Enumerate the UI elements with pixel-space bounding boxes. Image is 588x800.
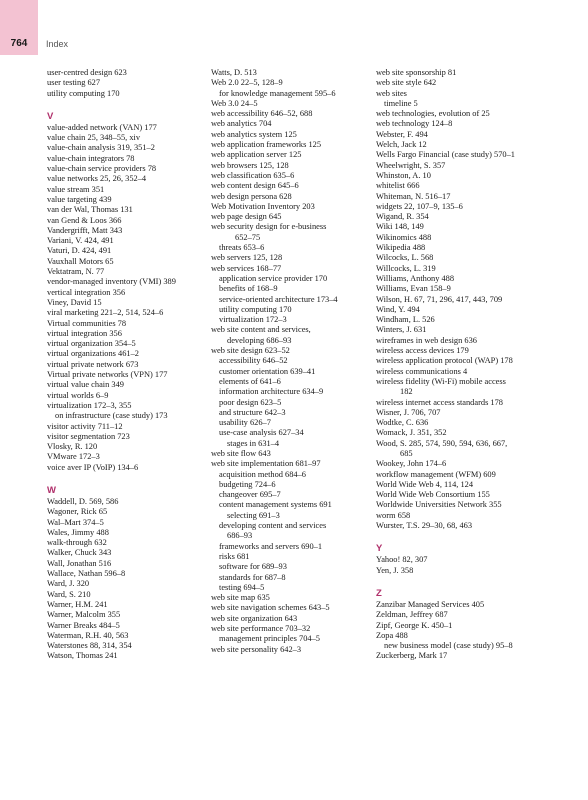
index-entry: virtual organizations 461–2 [47,349,139,359]
index-entry: Waterman, R.H. 40, 563 [47,630,129,640]
index-entry: user testing 627 [47,78,101,88]
index-entry: walk-through 632 [47,538,107,548]
index-entry: wireless communications 4 [376,366,468,376]
section-spacer [47,99,201,111]
index-entry: virtualization 172–3, 355 [47,400,132,410]
index-entry: Wind, Y. 494 [376,304,420,314]
index-entry: Wurster, T.S. 29–30, 68, 463 [376,521,473,531]
index-entry: Web 3.0 24–5 [211,98,258,108]
index-entry: visitor segmentation 723 [47,431,130,441]
index-entry: wireframes in web design 636 [376,335,477,345]
index-entry: value chain 25, 348–55, xiv [47,133,141,143]
index-entry: Watts, D. 513 [211,68,257,77]
index-entry: web site organization 643 [211,613,298,623]
index-entry: viral marketing 221–2, 514, 524–6 [47,308,164,318]
index-entry: web sites [376,88,407,98]
index-subentry: utility computing 170 [219,304,292,314]
index-column-2 [211,68,369,655]
index-entry: Zeldman, Jeffrey 687 [376,610,448,620]
index-entry: Wal–Mart 374–5 [47,517,104,527]
index-subentry: benefits of 168–9 [219,284,278,294]
index-subentry: 685 [400,448,413,458]
index-entry: Vlosky, R. 120 [47,442,98,452]
index-entry: VMware 172–3 [47,452,100,462]
index-entry: Williams, Evan 158–9 [376,284,451,294]
index-entry: van Gend & Loos 366 [47,215,122,225]
index-subentry: developing 686–93 [227,335,292,345]
index-entry: web accessibility 646–52, 688 [211,109,313,119]
index-entry: Wikinomics 488 [376,232,432,242]
index-entry: web application server 125 [211,150,302,160]
index-entry: Viney, David 15 [47,297,102,307]
index-entry: Zuckerberg, Mark 17 [376,651,448,661]
index-entry: value stream 351 [47,184,105,194]
index-column-1 [47,68,201,662]
section-spacer [376,531,546,543]
index-subentry: 182 [400,387,413,397]
index-entry: Whinston, A. 10 [376,170,431,180]
index-letter-heading: Z [376,587,382,599]
index-entry: World Wide Web 4, 114, 124 [376,479,474,489]
index-entry: value-added network (VAN) 177 [47,122,157,132]
index-entry: Whiteman, N. 516–17 [376,191,451,201]
index-entry: Wallace, Nathan 596–8 [47,569,126,579]
index-entry: Zipf, George K. 450–1 [376,620,453,630]
index-entry: voice aver IP (VoIP) 134–6 [47,462,139,472]
index-entry: web content design 645–6 [211,181,299,191]
index-entry: value-chain integrators 78 [47,153,135,163]
index-entry: value-chain analysis 319, 351–2 [47,143,155,153]
index-subentry: customer orientation 639–41 [219,366,316,376]
index-subentry: standards for 687–8 [219,572,286,582]
index-entry: virtual integration 356 [47,328,122,338]
index-entry: web site personality 642–3 [211,644,302,654]
index-entry: web site navigation schemes 643–5 [211,603,330,613]
index-entry: web technologies, evolution of 25 [376,109,490,119]
section-spacer [376,576,546,588]
index-entry: Zanzibar Managed Services 405 [376,599,485,609]
index-entry: web site performance 703–32 [211,624,311,634]
index-entry: Wales, Jimmy 488 [47,527,109,537]
index-subentry: risks 681 [219,551,250,561]
index-subentry: on infrastructure (case study) 173 [55,411,168,421]
index-letter-heading: V [47,110,54,122]
index-entry: Yahoo! 82, 307 [376,555,428,565]
index-entry: Ward, J. 320 [47,579,90,589]
index-entry: Vektatram, N. 77 [47,267,105,277]
index-entry: Welch, Jack 12 [376,140,427,150]
index-entry: Variani, V. 424, 491 [47,236,114,246]
index-entry: Womack, J. 351, 352 [376,428,447,438]
index-entry: Web Motivation Inventory 203 [211,201,315,211]
index-entry: Zopa 488 [376,630,408,640]
page-number: 764 [10,38,28,49]
index-entry: Ward, S. 210 [47,589,91,599]
index-entry: web site design 623–52 [211,346,290,356]
index-subentry: service-oriented architecture 173–4 [219,294,338,304]
index-entry: web design persona 628 [211,191,292,201]
index-entry: Winters, J. 631 [376,325,427,335]
index-entry: virtual organization 354–5 [47,339,136,349]
index-entry: Warner, Malcolm 355 [47,610,121,620]
index-subentry: budgeting 724–6 [219,479,276,489]
index-entry: Williams, Anthony 488 [376,273,455,283]
index-subentry: usability 626–7 [219,418,271,428]
index-entry: value-chain service providers 78 [47,164,157,174]
index-entry: visitor activity 711–12 [47,421,123,431]
index-entry: web classification 635–6 [211,170,295,180]
index-entry: widgets 22, 107–9, 135–6 [376,201,463,211]
index-entry: Vaturi, D. 424, 491 [47,246,112,256]
index-subentry: new business model (case study) 95–8 [384,641,513,651]
index-entry: Willcocks, L. 319 [376,263,436,273]
index-entry: Watson, Thomas 241 [47,651,118,661]
index-entry: virtual value chain 349 [47,380,124,390]
index-subentry: stages in 631–4 [227,438,280,448]
index-subentry: 686–93 [227,531,253,541]
index-subentry: information architecture 634–9 [219,387,324,397]
section-spacer [47,473,201,485]
index-entry: user-centred design 623 [47,68,127,77]
index-entry: Wodtke, C. 636 [376,418,429,428]
index-subentry: for knowledge management 595–6 [219,88,336,98]
index-subentry: application service provider 170 [219,273,328,283]
index-entry: Wiki 148, 149 [376,222,424,232]
index-entry: Vandergrifft, Matt 343 [47,225,123,235]
index-entry: Virtual communities 78 [47,318,127,328]
index-entry: Web 2.0 22–5, 128–9 [211,78,283,88]
index-entry: wireless fidelity (Wi-Fi) mobile access [376,376,506,386]
index-entry: web site map 635 [211,593,270,603]
index-entry: workflow management (WFM) 609 [376,469,496,479]
index-subentry: changeover 695–7 [219,490,281,500]
index-entry: value targeting 439 [47,194,112,204]
index-entry: web technology 124–8 [376,119,453,129]
index-entry: web page design 645 [211,212,282,222]
index-subentry: elements of 641–6 [219,376,281,386]
index-entry: web browsers 125, 128 [211,160,289,170]
index-entry: wireless internet access standards 178 [376,397,503,407]
index-entry: Wilson, H. 67, 71, 296, 417, 443, 709 [376,294,503,304]
index-entry: Webster, F. 494 [376,129,428,139]
index-subentry: testing 694–5 [219,582,265,592]
index-entry: vendor-managed inventory (VMI) 389 [47,277,176,287]
index-entry: Wisner, J. 706, 707 [376,407,441,417]
index-subentry: and structure 642–3 [219,407,286,417]
index-subentry: selecting 691–3 [227,510,280,520]
index-entry: whitelist 666 [376,181,420,191]
index-entry: Warner Breaks 484–5 [47,620,120,630]
index-entry: virtual private network 673 [47,359,139,369]
index-entry: wireless application protocol (WAP) 178 [376,356,513,366]
index-letter-heading: Y [376,543,383,555]
index-subentry: threats 653–6 [219,243,265,253]
index-subentry: management principles 704–5 [219,634,320,644]
index-entry: Waddell, D. 569, 586 [47,496,119,506]
index-entry: web site sponsorship 81 [376,68,457,77]
index-entry: Vauxhall Motors 65 [47,256,114,266]
index-subentry: poor design 623–5 [219,397,282,407]
index-subentry: accessibility 646–52 [219,356,288,366]
index-entry: Virtual private networks (VPN) 177 [47,370,168,380]
index-letter-heading: W [47,484,56,496]
index-entry: value networks 25, 26, 352–4 [47,174,147,184]
index-entry: Waterstones 88, 314, 354 [47,641,132,651]
index-entry: Wookey, John 174–6 [376,459,447,469]
index-entry: web application frameworks 125 [211,140,322,150]
index-entry: Wigand, R. 354 [376,212,429,222]
index-entry: web services 168–77 [211,263,282,273]
index-entry: web site style 642 [376,78,437,88]
index-subentry: 652–75 [235,232,261,242]
index-entry: web security design for e-business [211,222,327,232]
index-entry: Warner, H.M. 241 [47,599,108,609]
index-entry: Wagoner, Rick 65 [47,507,108,517]
index-subentry: developing content and services [219,521,327,531]
index-entry: Wells Fargo Financial (case study) 570–1 [376,150,515,160]
index-entry: van der Wal, Thomas 131 [47,205,133,215]
index-entry: web analytics system 125 [211,129,297,139]
running-header: Index [46,39,69,49]
index-entry: Wall, Jonathan 516 [47,558,112,568]
index-entry: Wikipedia 488 [376,243,426,253]
index-entry: web site implementation 681–97 [211,459,321,469]
index-subentry: acquisition method 684–6 [219,469,306,479]
index-entry: Wheelwright, S. 357 [376,160,446,170]
index-entry: World Wide Web Consortium 155 [376,490,490,500]
index-entry: web servers 125, 128 [211,253,283,263]
index-entry: Worldwide Universities Network 355 [376,500,502,510]
index-entry: worm 658 [376,510,411,520]
index-subentry: frameworks and servers 690–1 [219,541,323,551]
index-column-3 [376,68,546,662]
index-subentry: software for 689–93 [219,562,287,572]
index-entry: utility computing 170 [47,88,120,98]
index-subentry: timeline 5 [384,98,418,108]
index-subentry: virtualization 172–3 [219,315,287,325]
index-subentry: use-case analysis 627–34 [219,428,304,438]
index-entry: Walker, Chuck 343 [47,548,112,558]
index-entry: Wood, S. 285, 574, 590, 594, 636, 667, [376,438,508,448]
index-entry: Windham, L. 526 [376,315,435,325]
index-entry: web analytics 704 [211,119,272,129]
index-entry: Wilcocks, L. 568 [376,253,434,263]
index-entry: Yen, J. 358 [376,565,414,575]
index-entry: wireless access devices 179 [376,346,469,356]
index-entry: virtual worlds 6–9 [47,390,109,400]
index-entry: web site content and services, [211,325,311,335]
index-entry: vertical integration 356 [47,287,126,297]
index-subentry: content management systems 691 [219,500,332,510]
index-entry: web site flow 643 [211,448,271,458]
